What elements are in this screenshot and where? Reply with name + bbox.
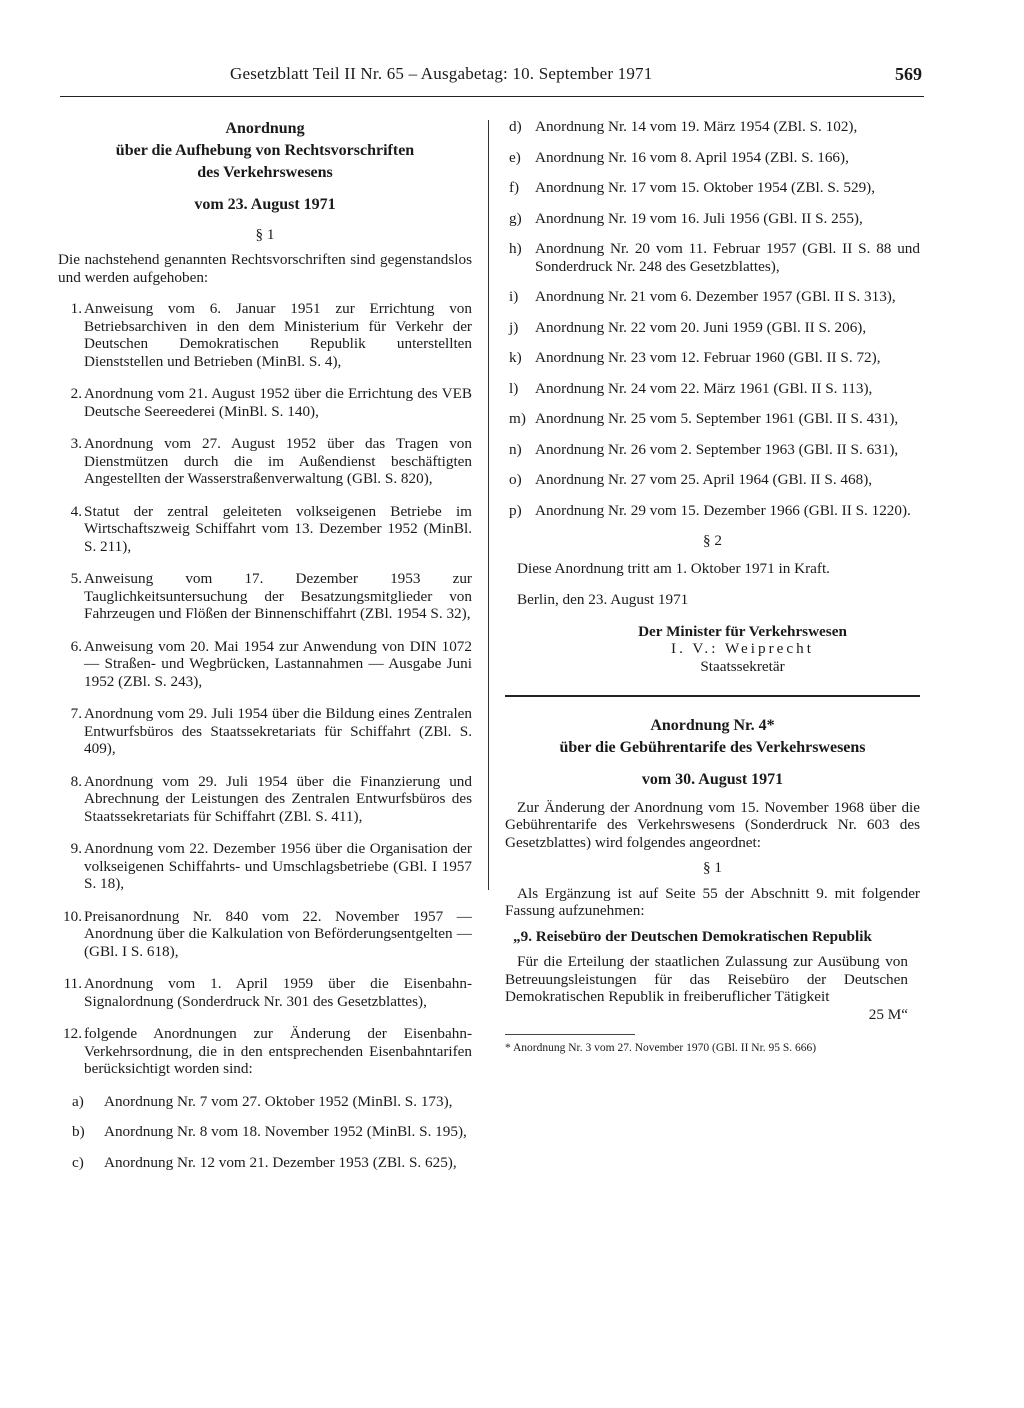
item-number: 4. <box>70 502 82 520</box>
list-item <box>58 638 472 691</box>
page-header <box>60 62 924 97</box>
list-item <box>58 840 472 893</box>
sub-item-text: Anordnung Nr. 24 vom 22. März 1961 (GBl. II S. 113), <box>535 379 873 397</box>
sub-item-letter: o) <box>509 471 522 488</box>
sub-item-letter: f) <box>509 179 520 196</box>
sub-list-item <box>505 471 920 489</box>
right-column <box>505 118 920 1055</box>
sub-item-letter: p) <box>509 501 522 519</box>
item-text: Anordnung vom 29. Juli 1954 über die Finanzierung und Abrechnung der Leistungen des Zentralen Entwurfsbüros des Staatssekretariats für Schiffahrt (ZBl. S. 411), <box>84 772 472 825</box>
effective-date-text: Diese Anordnung tritt am 1. Oktober 1971 in Kraft. <box>517 559 830 577</box>
item-text: Anordnung vom 21. August 1952 über die Errichtung des VEB Deutsche Seereederei (MinBl. S. 140), <box>84 385 472 420</box>
section-separator <box>505 695 920 697</box>
sub-list-item <box>58 1154 472 1172</box>
item-text: Anordnung vom 22. Dezember 1956 über die Organisation der volkseigenen Schiffahrts- und Umschlagsbetriebe (GBl. I 1957 S. 18), <box>84 840 472 892</box>
list-item <box>58 570 472 623</box>
item-number: 1. <box>70 300 82 317</box>
list-item <box>58 300 472 370</box>
sub-item-letter: j) <box>509 318 519 336</box>
item-text: Statut der zentral geleiteten volkseigenen Betriebe im Wirtschaftszweig Schiffahrt vom 13. Dezember 1952 (MinBl. S. 211), <box>84 502 472 555</box>
quote-body: Für die Erteilung der staatlichen Zulassung zur Ausübung von Betreuungsleistungen für das Reisebüro der Deutschen Demokratischen Republik in freiberuflicher Tätigkeit <box>505 953 908 1005</box>
sub-list-item <box>505 380 920 398</box>
sub-item-text: Anordnung Nr. 21 vom 6. Dezember 1957 (GBl. II S. 313), <box>535 288 896 305</box>
column-divider <box>488 120 489 890</box>
sub-item-text: Anordnung Nr. 22 vom 20. Juni 1959 (GBl. II S. 206), <box>535 318 867 336</box>
fee-row <box>505 1006 920 1024</box>
sub-item-letter: a) <box>72 1092 84 1110</box>
item-number: 10. <box>63 907 82 925</box>
sub-list-item <box>505 210 920 228</box>
ordinance-2-intro: Zur Änderung der Anordnung vom 15. November 1968 über die Gebührentarife des Verkehrswesens (Sonderdruck Nr. 603 des Gesetzblattes) wird folgendes angeordnet: <box>505 798 920 851</box>
sub-item-letter: e) <box>509 148 521 166</box>
ordinance-2-date: vom 30. August 1971 <box>641 771 784 788</box>
sub-list-item <box>505 118 920 136</box>
footnote-rule <box>505 1034 635 1035</box>
sub-list-item <box>505 410 920 428</box>
sub-item-text: Anordnung Nr. 14 vom 19. März 1954 (ZBl. S. 102), <box>535 118 858 135</box>
section-heading: § 1 <box>255 225 275 243</box>
sub-item-letter: b) <box>72 1123 85 1140</box>
ordinance-title-line-3: des Verkehrswesens <box>197 164 333 181</box>
sub-item-letter: i) <box>509 288 519 305</box>
item-text: folgende Anordnungen zur Änderung der Eisenbahn-Verkehrsordnung, die in den entsprechenden Eisenbahntarifen berücksichtigt worden sind: <box>84 1025 472 1077</box>
item-text: Anordnung vom 27. August 1952 über das Tragen von Dienstmützen durch die im Außendienst beschäftigten Angestellten der Wasserstraßenverwaltung (GBl. S. 820), <box>84 435 472 487</box>
item-text: Anordnung vom 1. April 1959 über die Eisenbahn-Signalordnung (Sonderdruck Nr. 301 des Gesetzblattes), <box>84 975 472 1010</box>
addition-text: Als Ergänzung ist auf Seite 55 der Abschnitt 9. mit folgender Fassung aufzunehmen: <box>505 884 920 919</box>
list-item <box>58 705 472 758</box>
item-text: Anweisung vom 20. Mai 1954 zur Anwendung von DIN 1072 — Straßen- und Wegbrücken, Lastannahmen — Ausgabe Juni 1952 (ZBl. S. 243), <box>84 637 472 690</box>
sub-list-item <box>505 179 920 197</box>
list-item <box>58 503 472 556</box>
sub-item-letter: d) <box>509 118 522 135</box>
item-number: 5. <box>70 570 82 587</box>
signatory-name: I. V.: Weiprecht <box>671 640 814 657</box>
list-item <box>58 385 472 420</box>
ordinance-date: vom 23. August 1971 <box>194 196 336 213</box>
header-title: Gesetzblatt Teil II Nr. 65 – Ausgabetag: 10. September 1971 <box>230 64 653 83</box>
item-number: 11. <box>63 975 82 992</box>
sub-item-text: Anordnung Nr. 20 vom 11. Februar 1957 (GBl. II S. 88 und Sonderdruck Nr. 248 des Gesetzblattes), <box>535 240 920 275</box>
list-item <box>58 908 472 961</box>
sub-list-item <box>505 319 920 337</box>
left-column <box>58 118 472 1184</box>
sub-item-text: Anordnung Nr. 17 vom 15. Oktober 1954 (ZBl. S. 529), <box>535 179 876 196</box>
list-item <box>58 773 472 826</box>
sub-item-letter: h) <box>509 240 522 257</box>
page-number: 569 <box>895 64 922 84</box>
item-text: Anweisung vom 6. Januar 1951 zur Errichtung von Betriebsarchiven in den dem Ministerium für Verkehr der Deutschen Demokratischen Republik unterstellten Dienststellen und Betrieben (MinBl. S. 4), <box>84 300 472 370</box>
place-and-date: Berlin, den 23. August 1971 <box>517 591 689 608</box>
item-number: 7. <box>70 705 82 722</box>
section-heading: § 1 <box>703 859 722 876</box>
signatory-role: Staatssekretär <box>700 657 785 675</box>
sub-list-item <box>505 149 920 167</box>
sub-item-text: Anordnung Nr. 16 vom 8. April 1954 (ZBl. S. 166), <box>535 148 849 166</box>
fee-amount: 25 M“ <box>868 1005 908 1023</box>
sub-item-text: Anordnung Nr. 25 vom 5. September 1961 (GBl. II S. 431), <box>535 410 899 427</box>
sub-item-text: Anordnung Nr. 27 vom 25. April 1964 (GBl. II S. 468), <box>535 471 873 488</box>
sub-item-letter: c) <box>72 1153 84 1171</box>
sub-item-text: Anordnung Nr. 12 vom 21. Dezember 1953 (ZBl. S. 625), <box>104 1153 457 1171</box>
item-number: 9. <box>70 840 82 857</box>
list-item <box>58 1025 472 1078</box>
sub-list-item <box>505 502 920 520</box>
section-heading: § 2 <box>703 532 722 549</box>
item-text: Anordnung vom 29. Juli 1954 über die Bildung eines Zentralen Entwurfsbüros des Staatssekretariats für Schiffahrt (ZBl. S. 409), <box>84 705 472 757</box>
ordinance-2-title-line-1: Anordnung Nr. 4* <box>650 717 775 734</box>
item-text: Preisanordnung Nr. 840 vom 22. November 1957 — Anordnung über die Kalkulation von Beförderungsentgelten — (GBl. I S. 618), <box>84 907 472 960</box>
sub-item-text: Anordnung Nr. 8 vom 18. November 1952 (MinBl. S. 195), <box>104 1123 467 1140</box>
item-text: Anweisung vom 17. Dezember 1953 zur Tauglichkeitsuntersuchung der Besatzungsmitglieder von Fahrzeugen und Flößen der Binnenschiffahrt (ZBl. 1954 S. 32), <box>84 570 472 622</box>
list-item <box>58 975 472 1010</box>
sub-list-item <box>505 288 920 306</box>
sub-list-item <box>58 1123 472 1141</box>
item-number: 8. <box>70 772 82 790</box>
sub-list-item <box>58 1093 472 1111</box>
sub-item-letter: l) <box>509 379 519 397</box>
footnote: * Anordnung Nr. 3 vom 27. November 1970 (GBl. II Nr. 95 S. 666) <box>505 1041 817 1054</box>
quote-heading: „9. Reisebüro der Deutschen Demokratischen Republik <box>513 927 872 945</box>
sub-item-letter: m) <box>509 410 526 427</box>
sub-item-text: Anordnung Nr. 29 vom 15. Dezember 1966 (GBl. II S. 1220). <box>535 501 911 519</box>
item-number: 3. <box>70 435 82 452</box>
item-number: 12. <box>63 1025 82 1042</box>
signatory-title: Der Minister für Verkehrswesen <box>638 622 847 640</box>
sub-list-item <box>505 441 920 459</box>
sub-item-text: Anordnung Nr. 23 vom 12. Februar 1960 (GBl. II S. 72), <box>535 349 881 366</box>
list-item <box>58 435 472 488</box>
ordinance-title-line-2: über die Aufhebung von Rechtsvorschriften <box>115 142 415 159</box>
sub-item-letter: k) <box>509 349 522 366</box>
sub-list-item <box>505 240 920 275</box>
sub-item-text: Anordnung Nr. 7 vom 27. Oktober 1952 (MinBl. S. 173), <box>104 1092 453 1110</box>
sub-item-letter: g) <box>509 209 522 227</box>
sub-item-letter: n) <box>509 440 522 458</box>
intro-paragraph: Die nachstehend genannten Rechtsvorschriften sind gegenstandslos und werden aufgehoben: <box>58 251 472 286</box>
sub-list-item <box>505 349 920 367</box>
ordinance-title-line-1: Anordnung <box>225 120 305 137</box>
sub-item-text: Anordnung Nr. 26 vom 2. September 1963 (GBl. II S. 631), <box>535 440 899 458</box>
sub-item-text: Anordnung Nr. 19 vom 16. Juli 1956 (GBl. II S. 255), <box>535 209 863 227</box>
item-number: 2. <box>70 385 82 402</box>
item-number: 6. <box>70 637 82 655</box>
ordinance-2-title-line-2: über die Gebührentarife des Verkehrswesens <box>559 739 866 756</box>
